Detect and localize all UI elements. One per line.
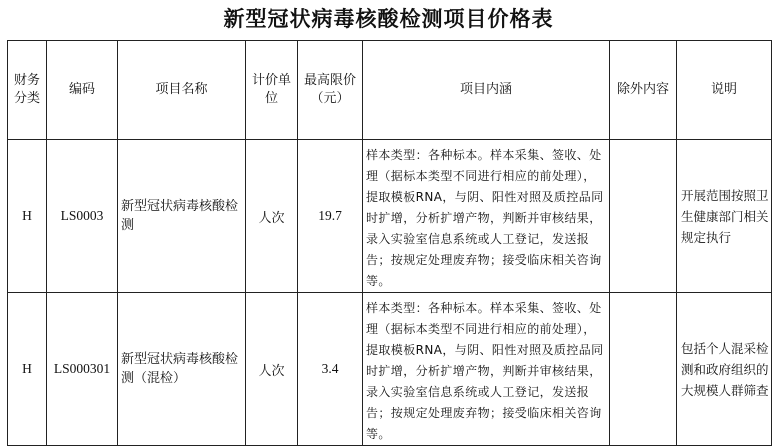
- header-row: [8, 41, 772, 140]
- cell-content: 样本类型：各种标本。样本采集、签收、处理（据标本类型不同进行相应的前处理），提取模板RNA，与阴、阳性对照及质控品同时扩增，分析扩增产物，判断并审核结果，录入实验室信息系统或人工登记，发送报告；按规定处理废弃物；接受临床相关咨询等。: [363, 293, 610, 446]
- header-unit: 计价单位: [246, 41, 298, 140]
- table-row: [8, 293, 772, 446]
- cell-code: LS000301: [47, 293, 118, 446]
- header-category: 财务分类: [8, 41, 47, 140]
- header-exclusion: 除外内容: [610, 41, 677, 140]
- header-name: 项目名称: [118, 41, 246, 140]
- cell-exclusion: [610, 293, 677, 446]
- price-table: [7, 40, 772, 446]
- page-title: 新型冠状病毒核酸检测项目价格表: [223, 7, 554, 31]
- cell-note: 开展范围按照卫生健康部门相关规定执行: [677, 140, 772, 293]
- header-price: 最高限价（元）: [298, 41, 363, 140]
- cell-note: 包括个人混采检测和政府组织的大规模人群筛查: [677, 293, 772, 446]
- header-code: 编码: [47, 41, 118, 140]
- cell-price: 19.7: [298, 140, 363, 293]
- cell-unit: 人次: [246, 140, 298, 293]
- cell-unit: 人次: [246, 293, 298, 446]
- cell-category: H: [8, 140, 47, 293]
- table-row: [8, 140, 772, 293]
- cell-price: 3.4: [298, 293, 363, 446]
- cell-name: 新型冠状病毒核酸检测: [118, 140, 246, 293]
- cell-content: 样本类型：各种标本。样本采集、签收、处理（据标本类型不同进行相应的前处理），提取模板RNA，与阴、阳性对照及质控品同时扩增，分析扩增产物，判断并审核结果，录入实验室信息系统或人工登记，发送报告；按规定处理废弃物；接受临床相关咨询等。: [363, 140, 610, 293]
- header-note: 说明: [677, 41, 772, 140]
- header-content: 项目内涵: [363, 41, 610, 140]
- cell-code: LS0003: [47, 140, 118, 293]
- cell-category: H: [8, 293, 47, 446]
- cell-exclusion: [610, 140, 677, 293]
- cell-name: 新型冠状病毒核酸检测（混检）: [118, 293, 246, 446]
